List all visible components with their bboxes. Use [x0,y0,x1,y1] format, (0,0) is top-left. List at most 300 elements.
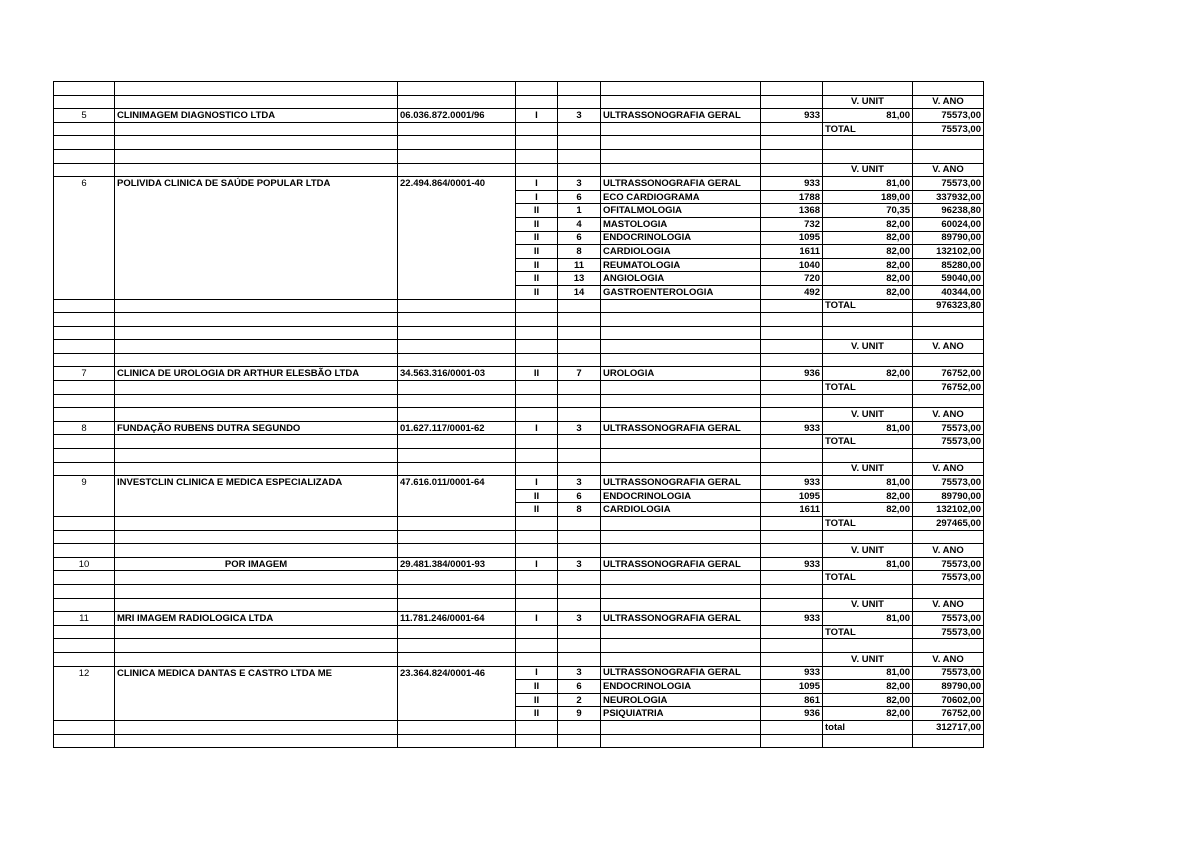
empty-cell [601,544,761,558]
empty-cell [398,734,516,748]
service-description: ECO CARDIOGRAMA [601,190,761,204]
unit-value-header: V. UNIT [823,95,913,109]
provider-number: 9 [54,476,115,490]
empty-cell [115,652,398,666]
service-code: 6 [558,231,601,245]
empty-cell [54,584,115,598]
service-quantity: 1095 [761,680,823,694]
provider-name: FUNDAÇÃO RUBENS DUTRA SEGUNDO [115,421,398,435]
empty-cell [54,639,115,653]
empty-cell [558,598,601,612]
service-quantity: 1611 [761,245,823,259]
empty-cell [115,245,398,259]
empty-cell [54,353,115,367]
empty-cell [115,598,398,612]
service-description: GASTROENTEROLOGIA [601,285,761,299]
service-quantity: 933 [761,476,823,490]
empty-cell [398,95,516,109]
empty-cell [601,122,761,136]
empty-cell [516,82,558,96]
empty-cell [115,584,398,598]
empty-cell [558,517,601,531]
empty-cell [516,95,558,109]
empty-cell [115,272,398,286]
empty-cell [601,95,761,109]
empty-cell [54,693,115,707]
annual-value: 89790,00 [913,680,984,694]
empty-cell [601,149,761,163]
table-row [54,693,984,707]
service-description: ENDOCRINOLOGIA [601,489,761,503]
service-group: II [516,680,558,694]
service-description: NEUROLOGIA [601,693,761,707]
service-description: ULTRASSONOGRAFIA GERAL [601,109,761,123]
total-value: 76752,00 [913,381,984,395]
empty-cell [54,707,115,721]
service-description: REUMATOLOGIA [601,258,761,272]
annual-value: 59040,00 [913,272,984,286]
year-value-header: V. ANO [913,163,984,177]
service-group: I [516,109,558,123]
annual-value: 76752,00 [913,367,984,381]
empty-cell [398,82,516,96]
empty-cell [516,462,558,476]
service-code: 3 [558,421,601,435]
service-description: ANGIOLOGIA [601,272,761,286]
service-quantity: 933 [761,666,823,680]
empty-cell [601,163,761,177]
empty-cell [54,394,115,408]
blank-row [54,639,984,653]
empty-cell [823,734,913,748]
empty-cell [516,394,558,408]
empty-cell [761,720,823,734]
empty-cell [558,149,601,163]
table-row [54,245,984,259]
empty-cell [761,625,823,639]
empty-cell [115,408,398,422]
empty-cell [115,530,398,544]
empty-cell [54,82,115,96]
annual-value: 60024,00 [913,217,984,231]
unit-value: 82,00 [823,245,913,259]
empty-cell [761,435,823,449]
provider-name: POR IMAGEM [115,557,398,571]
empty-cell [558,353,601,367]
empty-cell [398,313,516,327]
blank-row [54,149,984,163]
table-row [54,177,984,191]
empty-cell [761,449,823,463]
empty-cell [54,734,115,748]
year-value-header: V. ANO [913,544,984,558]
unit-value-header: V. UNIT [823,544,913,558]
service-quantity: 933 [761,177,823,191]
table-row [54,272,984,286]
provider-name: POLIVIDA CLINICA DE SAÚDE POPULAR LTDA [115,177,398,191]
empty-cell [558,720,601,734]
empty-cell [516,639,558,653]
empty-cell [761,313,823,327]
empty-cell [54,449,115,463]
unit-value: 82,00 [823,707,913,721]
empty-cell [761,340,823,354]
year-value-header: V. ANO [913,340,984,354]
empty-cell [558,136,601,150]
empty-cell [54,204,115,218]
empty-cell [601,734,761,748]
empty-cell [115,734,398,748]
empty-cell [558,639,601,653]
annual-value: 75573,00 [913,557,984,571]
empty-cell [516,299,558,313]
empty-cell [761,95,823,109]
service-quantity: 492 [761,285,823,299]
empty-cell [516,122,558,136]
empty-cell [558,381,601,395]
empty-cell [913,449,984,463]
unit-value: 82,00 [823,367,913,381]
service-group: II [516,245,558,259]
empty-cell [115,217,398,231]
empty-cell [54,231,115,245]
empty-cell [115,190,398,204]
empty-cell [54,326,115,340]
empty-cell [516,625,558,639]
empty-cell [54,299,115,313]
empty-cell [761,530,823,544]
empty-cell [398,285,516,299]
empty-cell [398,231,516,245]
empty-cell [823,353,913,367]
empty-cell [913,313,984,327]
table-row [54,680,984,694]
empty-cell [761,122,823,136]
empty-cell [115,394,398,408]
empty-cell [601,381,761,395]
empty-cell [398,693,516,707]
year-value-header: V. ANO [913,95,984,109]
empty-cell [398,149,516,163]
empty-cell [601,299,761,313]
empty-cell [601,639,761,653]
service-description: ENDOCRINOLOGIA [601,231,761,245]
annual-value: 70602,00 [913,693,984,707]
empty-cell [54,503,115,517]
provider-number: 12 [54,666,115,680]
empty-cell [398,530,516,544]
total-label: TOTAL [823,571,913,585]
empty-cell [761,734,823,748]
year-value-header: V. ANO [913,652,984,666]
empty-cell [601,652,761,666]
service-quantity: 933 [761,421,823,435]
top-blank-row [54,82,984,96]
empty-cell [115,517,398,531]
empty-cell [398,245,516,259]
empty-cell [54,625,115,639]
service-quantity: 720 [761,272,823,286]
empty-cell [601,462,761,476]
service-code: 3 [558,612,601,626]
empty-cell [516,517,558,531]
empty-cell [913,530,984,544]
empty-cell [823,326,913,340]
empty-cell [601,517,761,531]
total-row [54,381,984,395]
empty-cell [54,340,115,354]
provider-name: CLINICA DE UROLOGIA DR ARTHUR ELESBÃO LTDA [115,367,398,381]
empty-cell [115,462,398,476]
total-row [54,435,984,449]
empty-cell [823,394,913,408]
empty-cell [516,313,558,327]
empty-cell [761,544,823,558]
empty-cell [54,652,115,666]
header-row [54,408,984,422]
empty-cell [516,326,558,340]
empty-cell [913,734,984,748]
empty-cell [558,530,601,544]
year-value-header: V. ANO [913,598,984,612]
empty-cell [558,95,601,109]
empty-cell [398,652,516,666]
unit-value-header: V. UNIT [823,408,913,422]
blank-row [54,530,984,544]
service-description: ULTRASSONOGRAFIA GERAL [601,421,761,435]
unit-value: 81,00 [823,557,913,571]
service-code: 9 [558,707,601,721]
service-group: II [516,285,558,299]
contracts-table [53,81,984,748]
annual-value: 96238,80 [913,204,984,218]
empty-cell [601,353,761,367]
blank-row [54,353,984,367]
unit-value-header: V. UNIT [823,652,913,666]
empty-cell [54,435,115,449]
service-group: II [516,367,558,381]
table-row [54,258,984,272]
empty-cell [54,544,115,558]
empty-cell [823,136,913,150]
annual-value: 132102,00 [913,503,984,517]
empty-cell [398,503,516,517]
table-row [54,204,984,218]
empty-cell [115,149,398,163]
annual-value: 40344,00 [913,285,984,299]
empty-cell [115,122,398,136]
empty-cell [558,122,601,136]
annual-value: 89790,00 [913,231,984,245]
service-code: 8 [558,245,601,259]
empty-cell [913,82,984,96]
service-description: ULTRASSONOGRAFIA GERAL [601,177,761,191]
table-row [54,612,984,626]
empty-cell [558,571,601,585]
unit-value-header: V. UNIT [823,462,913,476]
unit-value: 82,00 [823,258,913,272]
empty-cell [558,544,601,558]
empty-cell [54,408,115,422]
service-group: II [516,707,558,721]
total-row [54,299,984,313]
service-group: I [516,190,558,204]
empty-cell [398,190,516,204]
empty-cell [398,462,516,476]
empty-cell [761,598,823,612]
total-label: total [823,720,913,734]
empty-cell [54,571,115,585]
service-quantity: 936 [761,367,823,381]
service-group: II [516,489,558,503]
empty-cell [115,82,398,96]
provider-number: 11 [54,612,115,626]
unit-value-header: V. UNIT [823,598,913,612]
header-row [54,598,984,612]
annual-value: 85280,00 [913,258,984,272]
empty-cell [601,720,761,734]
empty-cell [913,353,984,367]
table-row [54,503,984,517]
empty-cell [398,272,516,286]
service-quantity: 936 [761,707,823,721]
empty-cell [761,149,823,163]
service-description: MASTOLOGIA [601,217,761,231]
empty-cell [601,584,761,598]
service-quantity: 1095 [761,489,823,503]
provider-number: 6 [54,177,115,191]
unit-value: 81,00 [823,476,913,490]
service-quantity: 1040 [761,258,823,272]
empty-cell [398,489,516,503]
service-description: UROLOGIA [601,367,761,381]
total-value: 75573,00 [913,571,984,585]
service-code: 6 [558,680,601,694]
empty-cell [823,313,913,327]
service-code: 4 [558,217,601,231]
service-description: ENDOCRINOLOGIA [601,680,761,694]
header-row [54,652,984,666]
empty-cell [823,82,913,96]
empty-cell [54,122,115,136]
empty-cell [398,598,516,612]
empty-cell [761,353,823,367]
empty-cell [913,639,984,653]
empty-cell [398,204,516,218]
service-code: 8 [558,503,601,517]
empty-cell [398,340,516,354]
service-code: 14 [558,285,601,299]
unit-value: 82,00 [823,489,913,503]
empty-cell [823,584,913,598]
table-row [54,190,984,204]
empty-cell [115,449,398,463]
empty-cell [601,435,761,449]
service-quantity: 1095 [761,231,823,245]
total-value: 75573,00 [913,435,984,449]
provider-name: MRI IMAGEM RADIOLOGICA LTDA [115,612,398,626]
service-description: ULTRASSONOGRAFIA GERAL [601,557,761,571]
table-row [54,421,984,435]
unit-value: 81,00 [823,109,913,123]
service-code: 6 [558,190,601,204]
total-value: 312717,00 [913,720,984,734]
empty-cell [761,408,823,422]
service-group: II [516,204,558,218]
empty-cell [913,326,984,340]
empty-cell [558,462,601,476]
empty-cell [398,217,516,231]
service-quantity: 933 [761,557,823,571]
empty-cell [115,95,398,109]
total-value: 976323,80 [913,299,984,313]
empty-cell [516,340,558,354]
empty-cell [115,313,398,327]
empty-cell [398,639,516,653]
empty-cell [516,571,558,585]
table-row [54,367,984,381]
empty-cell [601,326,761,340]
empty-cell [398,517,516,531]
empty-cell [54,517,115,531]
empty-cell [398,625,516,639]
service-quantity: 933 [761,612,823,626]
table-row [54,109,984,123]
empty-cell [558,652,601,666]
empty-cell [516,598,558,612]
empty-cell [54,217,115,231]
empty-cell [601,340,761,354]
empty-cell [601,408,761,422]
empty-cell [516,435,558,449]
total-label: TOTAL [823,381,913,395]
empty-cell [761,394,823,408]
blank-row [54,584,984,598]
empty-cell [115,639,398,653]
service-code: 3 [558,109,601,123]
service-quantity: 1611 [761,503,823,517]
empty-cell [54,720,115,734]
blank-row [54,313,984,327]
service-group: I [516,612,558,626]
year-value-header: V. ANO [913,462,984,476]
total-row [54,122,984,136]
total-value: 75573,00 [913,122,984,136]
table-row [54,217,984,231]
unit-value: 82,00 [823,680,913,694]
year-value-header: V. ANO [913,408,984,422]
service-group: I [516,476,558,490]
service-group: I [516,666,558,680]
empty-cell [761,571,823,585]
total-row [54,571,984,585]
empty-cell [913,149,984,163]
provider-name: CLINIMAGEM DIAGNOSTICO LTDA [115,109,398,123]
service-description: OFITALMOLOGIA [601,204,761,218]
provider-cnpj: 47.616.011/0001-64 [398,476,516,490]
total-label: TOTAL [823,435,913,449]
empty-cell [398,381,516,395]
service-code: 13 [558,272,601,286]
annual-value: 75573,00 [913,421,984,435]
annual-value: 89790,00 [913,489,984,503]
empty-cell [761,462,823,476]
annual-value: 75573,00 [913,666,984,680]
provider-number: 10 [54,557,115,571]
unit-value: 189,00 [823,190,913,204]
service-quantity: 933 [761,109,823,123]
annual-value: 75573,00 [913,612,984,626]
